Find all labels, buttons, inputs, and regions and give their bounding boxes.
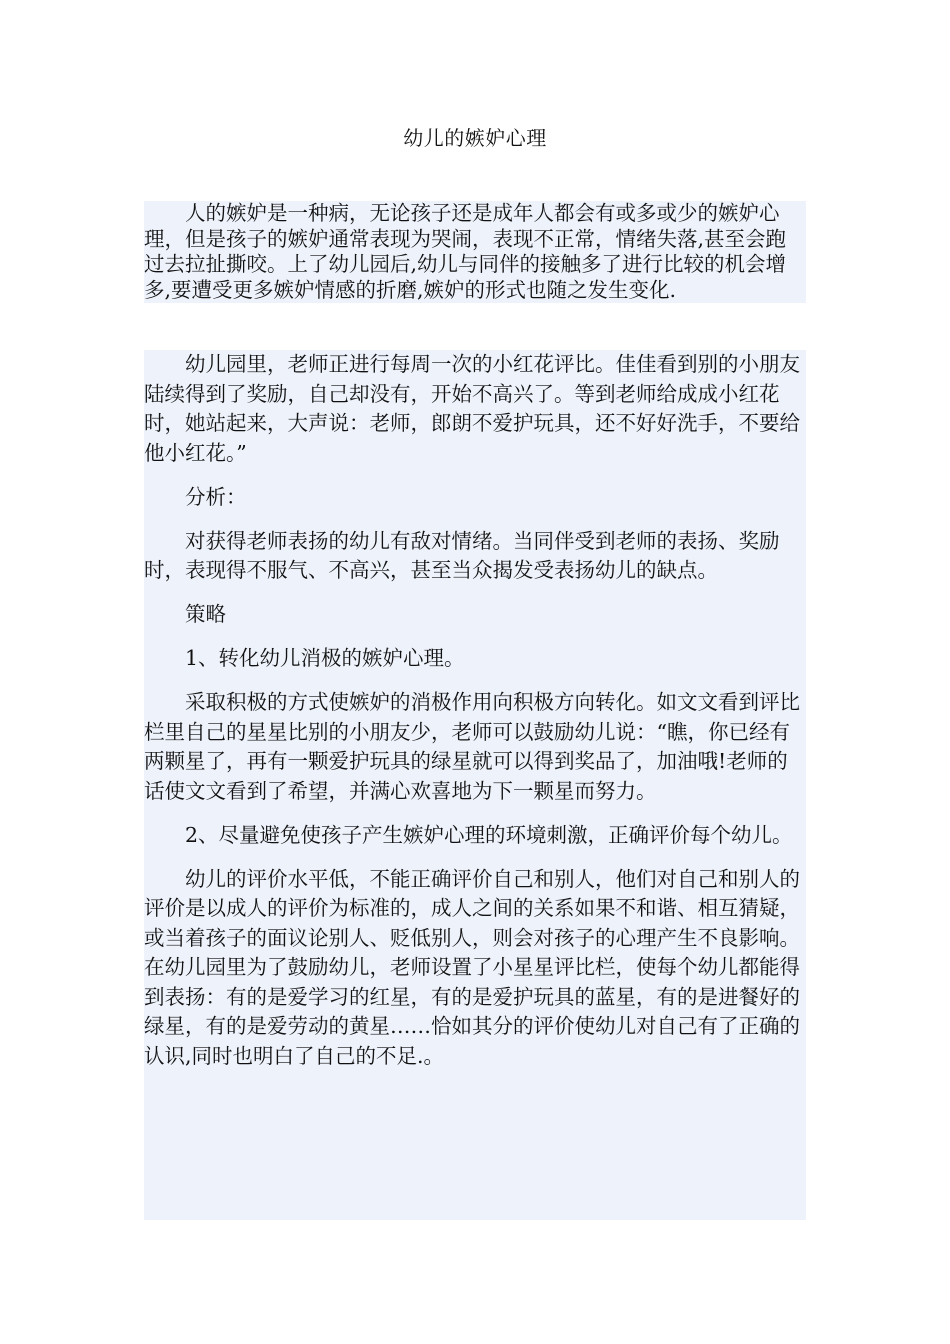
- paragraph-analysis-heading: 分析：: [185, 484, 247, 509]
- paragraph-strategy-1: 1、转化幼儿消极的嫉妒心理。: [185, 646, 465, 670]
- paragraph-intro: 人的嫉妒是一种病，无论孩子还是成年人都会有或多或少的嫉妒心理，但是孩子的嫉妒通常表现为哭闹，表现不正常，情绪失落,甚至会跑过去拉扯撕咬。上了幼儿园后,幼儿与同伴的接触多了进行比较的机会增多,要遭受更多嫉妒情感的折磨,嫉妒的形式也随之发生变化.: [144, 201, 787, 302]
- intro-block: [144, 201, 806, 303]
- document-title: 幼儿的嫉妒心理: [403, 126, 547, 150]
- paragraph-case: 幼儿园里，老师正进行每周一次的小红花评比。佳佳看到别的小朋友陆续得到了奖励，自己却没有，开始不高兴了。等到老师给成成小红花时，她站起来，大声说：老师，郎朗不爱护玩具，还不好好洗手，不要给他小红花。”: [144, 352, 800, 465]
- paragraph-analysis: 对获得老师表扬的幼儿有敌对情绪。当同伴受到老师的表扬、奖励时，表现得不服气、不高兴，甚至当众揭发受表扬幼儿的缺点。: [144, 528, 780, 582]
- paragraph-strategy-2: 2、尽量避免使孩子产生嫉妒心理的环境刺激，正确评价每个幼儿。: [185, 822, 793, 847]
- body-block: [144, 350, 806, 1220]
- paragraph-strategy-1-detail: 采取积极的方式使嫉妒的消极作用向积极方向转化。如文文看到评比栏里自己的星星比别的小朋友少，老师可以鼓励幼儿说：“瞧，你已经有两颗星了，再有一颗爱护玩具的绿星就可以得到奖品了，加油哦!老师的话使文文看到了希望，并满心欢喜地为下一颗星而努力。: [144, 690, 800, 803]
- paragraph-strategy-heading: 策略: [185, 602, 226, 626]
- paragraph-strategy-2-detail: 幼儿的评价水平低，不能正确评价自己和别人，他们对自己和别人的评价是以成人的评价为标准的，成人之间的关系如果不和谐、相互猜疑，或当着孩子的面议论别人、贬低别人，则会对孩子的心理产生不良影响。在幼儿园里为了鼓励幼儿，老师设置了小星星评比栏，使每个幼儿都能得到表扬：有的是爱学习的红星，有的是爱护玩具的蓝星，有的是进餐好的绿星，有的是爱劳动的黄星……恰如其分的评价使幼儿对自己有了正确的认识,同时也明白了自己的不足.。: [144, 866, 800, 1068]
